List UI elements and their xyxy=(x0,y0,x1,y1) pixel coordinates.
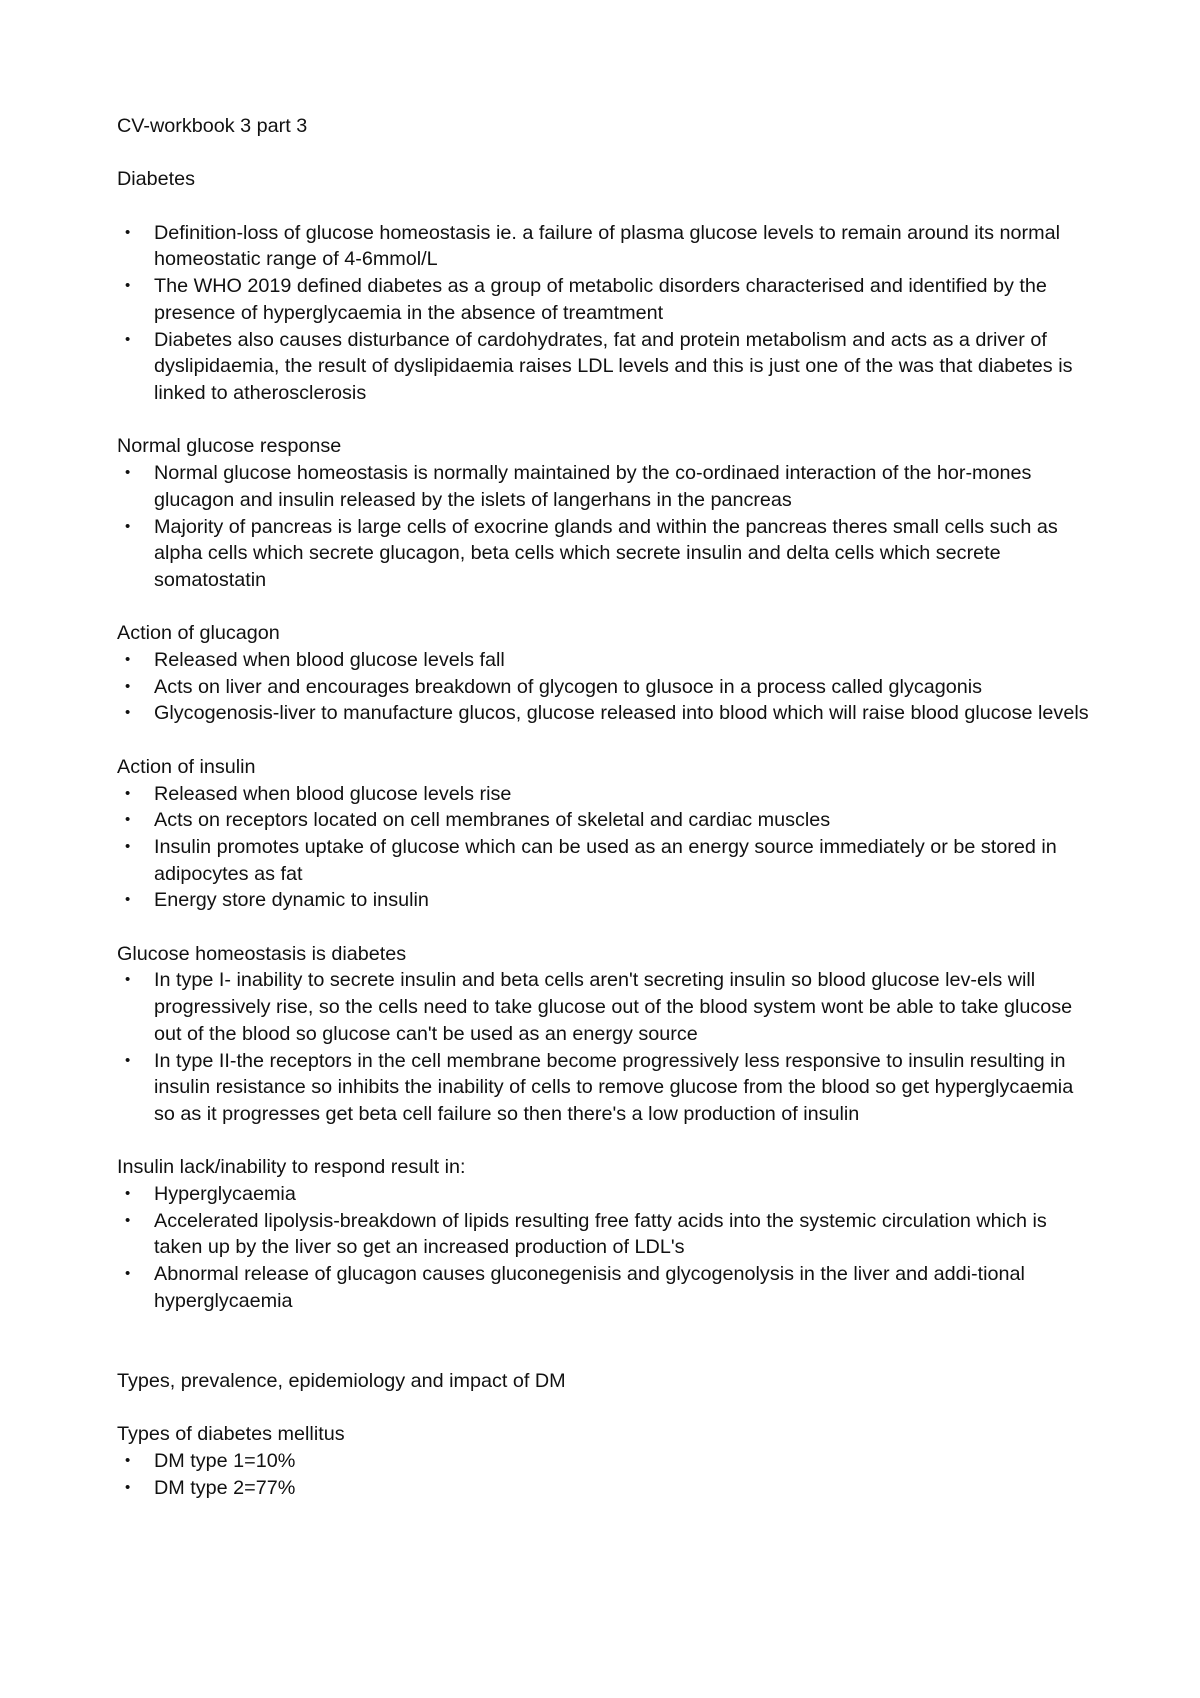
section-types-of-diabetes xyxy=(117,1421,1097,1501)
bullet-list xyxy=(117,647,1097,727)
list-item: • Energy store dynamic to insulin xyxy=(117,887,1097,914)
document-title: CV-workbook 3 part 3 xyxy=(117,115,308,137)
list-item: • Majority of pancreas is large cells of exocrine glands and within the pancreas theres small cells such as alpha cells which secrete glucagon, beta cells which secrete insulin and delta cells which secrete somatostatin xyxy=(117,514,1097,594)
list-item: • Acts on receptors located on cell membranes of skeletal and cardiac muscles xyxy=(117,807,1097,834)
list-item: • Acts on liver and encourages breakdown of glycogen to glusoce in a process called glycagonis xyxy=(117,674,1097,701)
section-heading: Normal glucose response xyxy=(117,435,342,458)
section-heading: Types of diabetes mellitus xyxy=(117,1423,345,1446)
list-item: • Definition-loss of glucose homeostasis ie. a failure of plasma glucose levels to remain around its normal homeostatic range of 4-6mmol/L xyxy=(117,220,1097,273)
list-item: • In type II-the receptors in the cell membrane become progressively less responsive to insulin resulting in insulin resistance so inhibits the inability of cells to remove glucose from the blood so get hyperglycaemia so as it progresses get beta cell failure so then there's a low production of insulin xyxy=(117,1048,1097,1128)
list-item: • Normal glucose homeostasis is normally maintained by the co-ordinaed interaction of the hor-mones glucagon and insulin released by the islets of langerhans in the pancreas xyxy=(117,460,1097,513)
section-action-of-insulin xyxy=(117,754,1097,914)
list-item: • Glycogenosis-liver to manufacture glucos, glucose released into blood which will raise blood glucose levels xyxy=(117,700,1097,727)
bullet-list xyxy=(117,967,1097,1127)
section-heading: Action of glucagon xyxy=(117,622,280,645)
section-insulin-lack xyxy=(117,1154,1097,1314)
bullet-list xyxy=(117,781,1097,915)
list-item: • Released when blood glucose levels fall xyxy=(117,647,1097,674)
list-item: • Accelerated lipolysis-breakdown of lipids resulting free fatty acids into the systemic circulation which is taken up by the liver so get an increased production of LDL's xyxy=(117,1208,1097,1261)
section-heading: Insulin lack/inability to respond result in: xyxy=(117,1156,466,1179)
list-item: • DM type 1=10% xyxy=(117,1448,1097,1475)
list-item: • The WHO 2019 defined diabetes as a group of metabolic disorders characterised and identified by the presence of hyperglycaemia in the absence of treamtment xyxy=(117,273,1097,326)
list-item: • Released when blood glucose levels rise xyxy=(117,781,1097,808)
section-heading: Action of insulin xyxy=(117,755,256,778)
section-heading: Glucose homeostasis is diabetes xyxy=(117,942,407,965)
bullet-list xyxy=(117,460,1097,594)
list-item: • Abnormal release of glucagon causes gluconegenisis and glycogenolysis in the liver and addi-tional hyperglycaemia xyxy=(117,1261,1097,1314)
document-content xyxy=(117,113,1097,1528)
subheading-types-prevalence: Types, prevalence, epidemiology and impact of DM xyxy=(117,1369,566,1392)
section-normal-glucose-response xyxy=(117,433,1097,593)
section-glucose-homeostasis xyxy=(117,941,1097,1128)
list-item: • Hyperglycaemia xyxy=(117,1181,1097,1208)
section-diabetes xyxy=(117,166,1097,406)
list-item: • Insulin promotes uptake of glucose which can be used as an energy source immediately or be stored in adipocytes as fat xyxy=(117,834,1097,887)
list-item: • Diabetes also causes disturbance of cardohydrates, fat and protein metabolism and acts as a driver of dyslipidaemia, the result of dyslipidaemia raises LDL levels and this is just one of the was that diabetes is linked to atherosclerosis xyxy=(117,327,1097,407)
bullet-list xyxy=(117,1448,1097,1501)
list-item: • DM type 2=77% xyxy=(117,1475,1097,1502)
bullet-list xyxy=(117,220,1097,407)
section-action-of-glucagon xyxy=(117,620,1097,727)
list-item: • In type I- inability to secrete insulin and beta cells aren't secreting insulin so blood glucose lev-els will progressively rise, so the cells need to take glucose out of the blood system wont be able to take glucose out of the blood so glucose can't be used as an energy source xyxy=(117,967,1097,1047)
bullet-list xyxy=(117,1181,1097,1315)
section-heading: Diabetes xyxy=(117,168,196,191)
